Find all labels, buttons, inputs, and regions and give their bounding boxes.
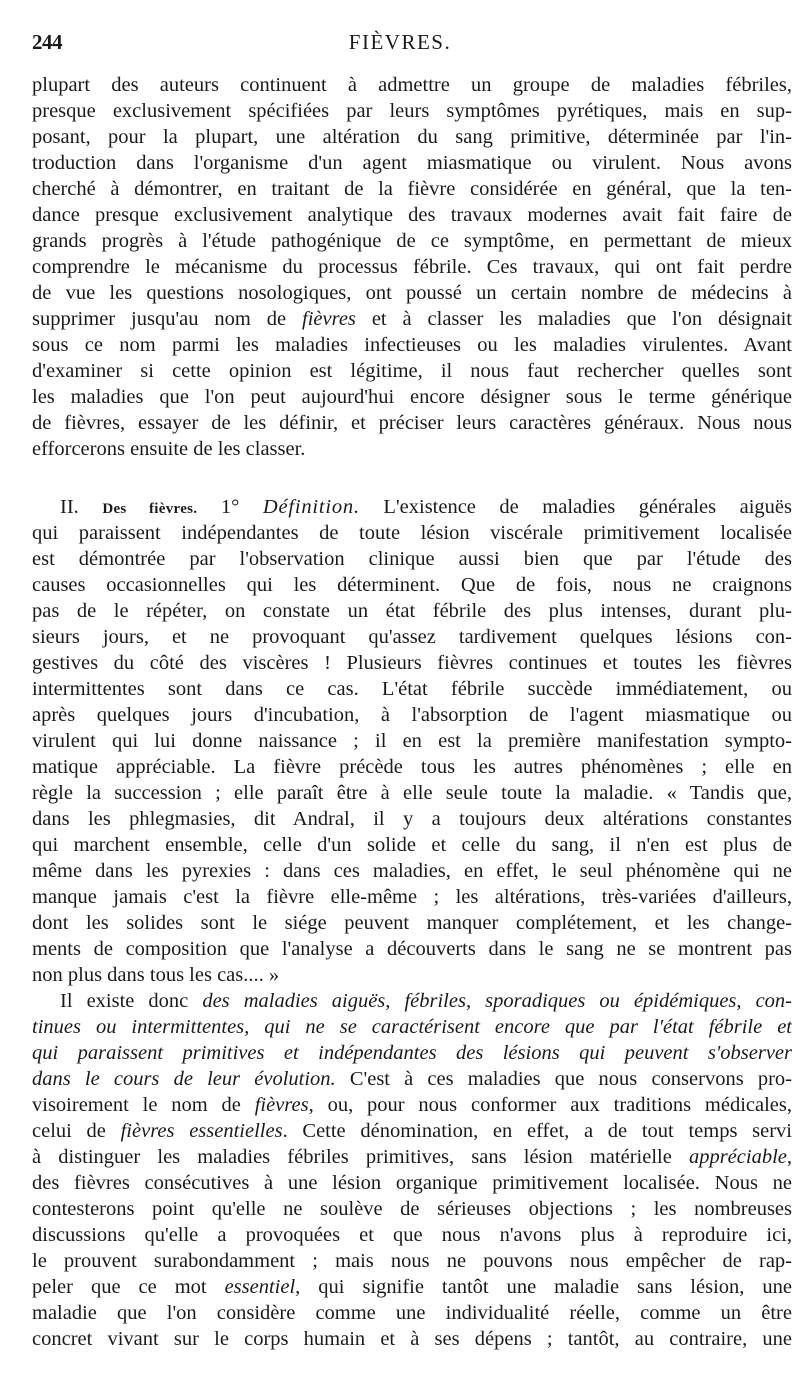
text-run: efforcerons ensuite de les classer. — [32, 438, 306, 460]
text-line — [32, 1014, 792, 1040]
text-line — [32, 1326, 792, 1352]
running-title: FIÈVRES. — [348, 30, 452, 54]
text-run: qui paraissent primitives et indépendantes des lésions qui peuvent s'observer — [32, 1042, 792, 1064]
text-run: matique appréciable. La fièvre précède tous les autres phénomènes ; elle en — [32, 756, 792, 778]
text-run: troduction dans l'organisme d'un agent miasmatique ou virulent. Nous avons — [32, 152, 792, 174]
text-line — [32, 384, 792, 410]
text-run: grands progrès à l'étude pathogénique de ce symptôme, en permettant de mieux — [32, 230, 792, 252]
text-run: C'est à ces maladies que nous conservons pro- — [335, 1068, 792, 1090]
text-run: Il existe donc — [60, 990, 203, 1012]
text-run: 1° — [197, 496, 263, 518]
text-line — [32, 1300, 792, 1326]
text-run: essentiel — [224, 1276, 296, 1298]
text-run: dans les phlegmasies, dit Andral, il y a toujours deux altérations constantes — [32, 808, 792, 830]
text-line — [32, 546, 792, 572]
text-run: concret vivant sur le corps humain et à ses dépens ; tantôt, au contraire, une — [32, 1328, 792, 1350]
running-head — [32, 30, 768, 58]
text-run: Définition. — [262, 496, 360, 518]
text-line — [32, 520, 792, 546]
page-number: 244 — [32, 30, 62, 54]
text-line — [32, 884, 792, 910]
text-run: des fièvres consécutives à une lésion organique primitivement localisée. Nous ne — [32, 1172, 792, 1194]
text-line — [32, 202, 792, 228]
text-run: qui marchent ensemble, celle d'un solide et celle du sang, il n'en est plus de — [32, 834, 792, 856]
text-run: sieurs jours, et ne provoquant qu'assez tardivement quelques lésions con- — [32, 626, 792, 648]
text-run: plupart des auteurs continuent à admettre un groupe de maladies fébriles, — [32, 74, 792, 96]
text-run: est démontrée par l'observation clinique aussi bien que par l'étude des — [32, 548, 792, 570]
text-run: posant, pour la plupart, une altération du sang primitive, déterminée par l'in- — [32, 126, 792, 148]
text-line — [32, 832, 792, 858]
text-run: après quelques jours d'incubation, à l'absorption de l'agent miasmatique ou — [32, 704, 792, 726]
text-run: ments de composition que l'analyse a découverts dans le sang ne se montrent pas — [32, 938, 792, 960]
text-run: comprendre le mécanisme du processus fébrile. Ces travaux, qui ont fait perdre — [32, 256, 792, 278]
text-line — [32, 780, 792, 806]
text-run: intermittentes sont dans ce cas. L'état fébrile succède immédiatement, ou — [32, 678, 792, 700]
text-line — [32, 1248, 792, 1274]
text-run: II. — [60, 496, 103, 518]
text-run: manque jamais c'est la fièvre elle-même ; les altérations, très-variées d'ailleurs, — [32, 886, 792, 908]
text-line — [32, 910, 792, 936]
text-line — [32, 1196, 792, 1222]
text-line — [32, 280, 792, 306]
text-line — [32, 1274, 792, 1300]
text-line — [32, 1066, 792, 1092]
text-run: et à classer les maladies que l'on désignait — [355, 308, 792, 330]
text-line — [32, 98, 792, 124]
text-run: dont les solides sont le siége peuvent manquer complétement, et les change- — [32, 912, 792, 934]
text-run: peler que ce mot — [32, 1276, 225, 1298]
text-run: pas de le répéter, on constate un état fébrile des plus intenses, durant plu- — [32, 600, 792, 622]
text-run: gestives du côté des viscères ! Plusieurs fièvres continues et toutes les fièvres — [32, 652, 792, 674]
text-run: L'existence de maladies générales aiguës — [359, 496, 792, 518]
text-run: presque exclusivement spécifiées par leurs symptômes pyrétiques, mais en sup- — [32, 100, 792, 122]
text-line — [32, 176, 792, 202]
text-run: de fièvres, essayer de les définir, et préciser leurs caractères généraux. Nous nous — [32, 412, 792, 434]
text-run: à distinguer les maladies fébriles primitives, sans lésion matérielle — [32, 1146, 689, 1168]
text-run: supprimer jusqu'au nom de — [32, 308, 303, 330]
text-line — [32, 436, 792, 462]
text-line — [32, 728, 792, 754]
text-line — [32, 1170, 792, 1196]
text-run: de vue les questions nosologiques, ont poussé un certain nombre de médecins à — [32, 282, 792, 304]
text-run: maladie que l'on considère comme une individualité réelle, comme un être — [32, 1302, 792, 1324]
text-run: visoirement le nom de — [32, 1094, 255, 1116]
text-run: dance presque exclusivement analytique des travaux modernes avait fait faire de — [32, 204, 792, 226]
text-line — [32, 124, 792, 150]
text-line — [32, 572, 792, 598]
text-run: des maladies aiguës, fébriles, sporadiques ou épidémiques, con- — [202, 990, 792, 1012]
text-line — [32, 1144, 792, 1170]
text-run: , ou, pour nous conformer aux traditions médicales, — [308, 1094, 792, 1116]
text-run: règle la succession ; elle paraît être à elle seule toute la maladie. « Tandis que, — [32, 782, 792, 804]
text-line — [32, 332, 792, 358]
text-run: virulent qui lui donne naissance ; il en est la première manifestation sympto- — [32, 730, 792, 752]
text-run: qui paraissent indépendantes de toute lésion viscérale primitivement localisée — [32, 522, 792, 544]
text-run: même dans les pyrexies : dans ces maladies, en effet, le seul phénomène qui ne — [32, 860, 792, 882]
text-line — [32, 598, 792, 624]
text-run: , — [786, 1146, 792, 1168]
text-line — [32, 1040, 792, 1066]
text-line — [32, 624, 792, 650]
text-line — [32, 858, 792, 884]
text-line — [32, 1222, 792, 1248]
text-line — [32, 1118, 792, 1144]
text-line — [32, 806, 792, 832]
text-run: dans le cours de leur évolution. — [32, 1068, 336, 1090]
text-run: contesterons point qu'elle ne soulève de sérieuses objections ; les nombreuses — [32, 1198, 792, 1220]
text-run: Des fièvres. — [102, 501, 198, 517]
text-run: appréciable — [688, 1146, 787, 1168]
text-run: , qui signifie tantôt une maladie sans lésion, une — [295, 1276, 792, 1298]
text-line — [32, 676, 792, 702]
text-line — [32, 650, 792, 676]
text-line — [32, 306, 792, 332]
text-run: sous ce nom parmi les maladies infectieuses ou les maladies virulentes. Avant — [32, 334, 792, 356]
text-line — [32, 936, 792, 962]
text-run: celui de — [32, 1120, 121, 1142]
text-run: discussions qu'elle a provoquées et que nous n'avons plus à reproduire ici, — [32, 1224, 792, 1246]
text-run: fièvres — [302, 308, 356, 330]
text-line — [32, 358, 792, 384]
text-run: d'examiner si cette opinion est légitime, il nous faut rechercher quelles sont — [32, 360, 792, 382]
text-line — [32, 228, 792, 254]
text-line — [32, 702, 792, 728]
text-line — [60, 494, 792, 520]
text-line — [32, 962, 792, 988]
text-line — [32, 410, 792, 436]
text-run: . Cette dénomination, en effet, a de tout temps servi — [282, 1120, 792, 1142]
text-line — [32, 1092, 792, 1118]
text-run: le prouvent surabondamment ; mais nous ne pouvons nous empêcher de rap- — [32, 1250, 792, 1272]
text-run: fièvres essentielles — [120, 1120, 283, 1142]
text-line — [32, 72, 792, 98]
text-line — [32, 254, 792, 280]
text-run: causes occasionnelles qui les déterminent. Que de fois, nous ne craignons — [32, 574, 792, 596]
text-line — [60, 988, 792, 1014]
text-run: non plus dans tous les cas.... » — [32, 964, 280, 986]
text-run: fièvres — [254, 1094, 309, 1116]
text-run: cherché à démontrer, en traitant de la fièvre considérée en général, que la ten- — [32, 178, 792, 200]
text-line — [32, 754, 792, 780]
text-run: les maladies que l'on peut aujourd'hui encore désigner sous le terme générique — [32, 386, 792, 408]
text-run: tinues ou intermittentes, qui ne se caractérisent encore que par l'état fébrile et — [32, 1016, 792, 1038]
text-line — [32, 150, 792, 176]
